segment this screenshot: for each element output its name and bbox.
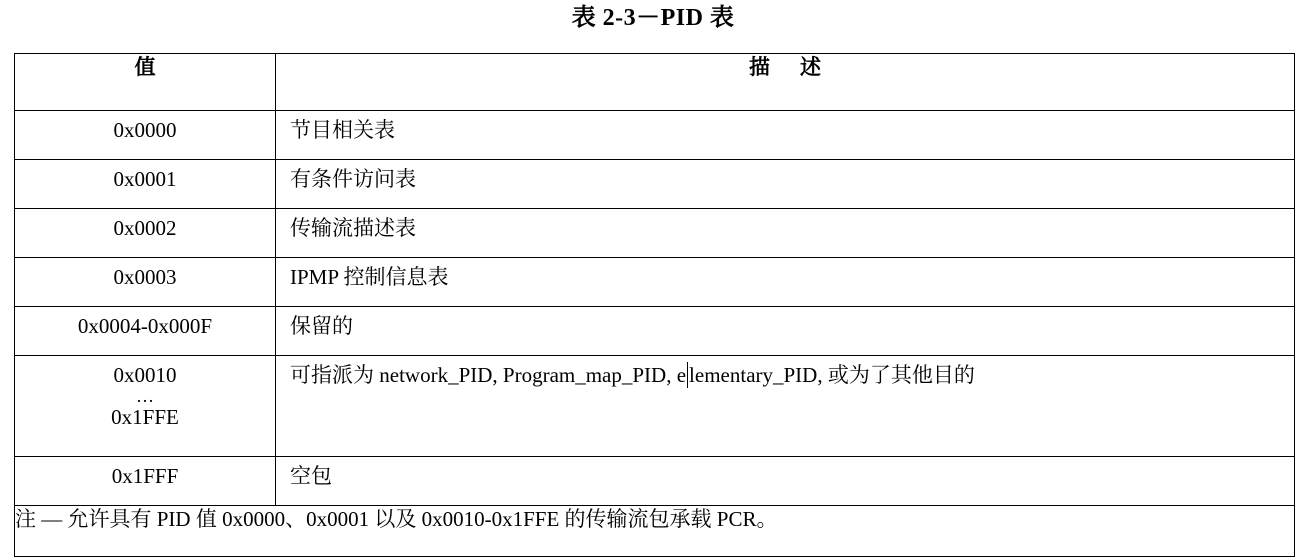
row-value: 0x0002 bbox=[15, 209, 276, 258]
row-description: IPMP 控制信息表 bbox=[276, 258, 1295, 307]
table-row bbox=[15, 307, 1295, 356]
table-row bbox=[15, 356, 1295, 457]
table-row bbox=[15, 457, 1295, 506]
row-value: 0x0004-0x000F bbox=[15, 307, 276, 356]
table-row bbox=[15, 258, 1295, 307]
row-description-part-2: lementary_PID, 或为了其他目的 bbox=[689, 363, 975, 387]
table-header-row bbox=[15, 54, 1295, 111]
row-description: 空包 bbox=[276, 457, 1295, 506]
pid-table bbox=[14, 53, 1295, 557]
row-description-part-1: 可指派为 network_PID, Program_map_PID, e bbox=[290, 363, 687, 387]
row-description: 有条件访问表 bbox=[276, 160, 1295, 209]
table-row bbox=[15, 160, 1295, 209]
header-description-label: 描述 bbox=[749, 55, 851, 79]
table-note: 注 — 允许具有 PID 值 0x0000、0x0001 以及 0x0010-0x1FFE 的传输流包承载 PCR。 bbox=[15, 506, 1295, 557]
table-row bbox=[15, 111, 1295, 160]
row-description: 传输流描述表 bbox=[276, 209, 1295, 258]
table-note-row bbox=[15, 506, 1295, 557]
range-start: 0x0010 bbox=[113, 363, 177, 387]
table-row bbox=[15, 209, 1295, 258]
row-description: 保留的 bbox=[276, 307, 1295, 356]
text-cursor bbox=[687, 362, 688, 388]
header-value: 值 bbox=[15, 54, 276, 111]
range-end: 0x1FFE bbox=[111, 405, 179, 429]
row-value: 0x0003 bbox=[15, 258, 276, 307]
row-value: 0x0001 bbox=[15, 160, 276, 209]
row-value-range bbox=[15, 356, 276, 457]
header-description bbox=[276, 54, 1295, 111]
table-caption: 表 2-3－PID 表 bbox=[571, 5, 735, 31]
row-value: 0x1FFF bbox=[15, 457, 276, 506]
row-value: 0x0000 bbox=[15, 111, 276, 160]
row-description: 节目相关表 bbox=[276, 111, 1295, 160]
range-ellipsis: … bbox=[136, 386, 154, 406]
row-description[interactable] bbox=[276, 356, 1295, 457]
